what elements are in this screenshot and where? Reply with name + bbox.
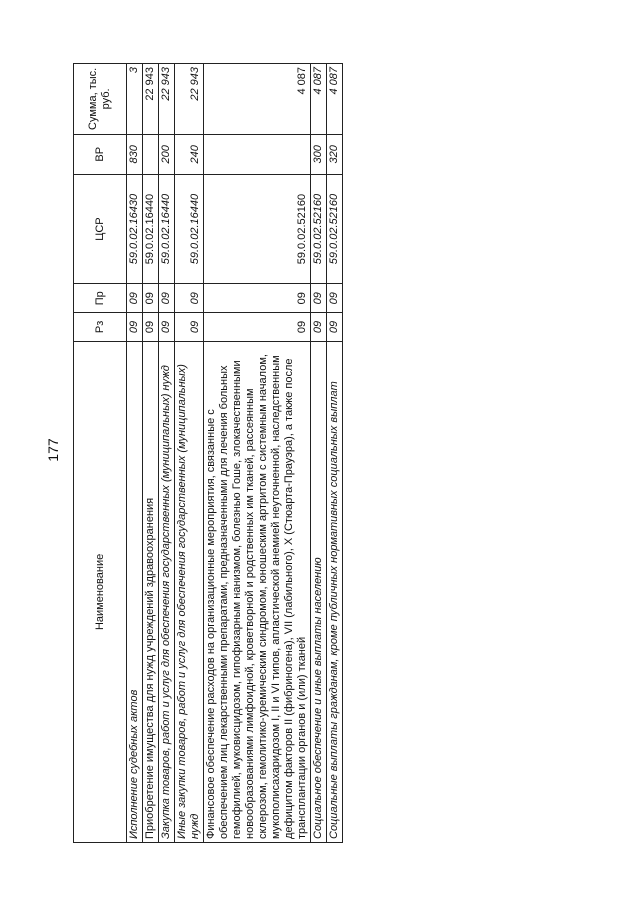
header-row: [74, 64, 127, 843]
header-name: Наименование: [74, 341, 127, 842]
row-csr: 59.0.02.16440: [159, 174, 175, 284]
row-pr: 09: [175, 284, 204, 313]
row-sum: 4 087: [204, 64, 311, 135]
row-pr: 09: [127, 284, 143, 313]
row-pr: 09: [143, 284, 159, 313]
row-vr: 200: [159, 134, 175, 174]
table-row: [175, 64, 204, 843]
budget-table-container: [73, 63, 433, 843]
row-sum: 22 943: [175, 64, 204, 135]
table-row: [127, 64, 143, 843]
row-csr: 59.0.02.16430: [127, 174, 143, 284]
header-rz: Рз: [74, 313, 127, 342]
row-rz: 09: [175, 313, 204, 342]
table-row: [327, 64, 343, 843]
page-number: 177: [45, 438, 61, 462]
row-sum: 22 943: [159, 64, 175, 135]
row-csr: 59.0.02.52160: [204, 174, 311, 284]
row-rz: 09: [204, 313, 311, 342]
row-name: Приобретение имущества для нужд учреждений здравоохранения: [143, 341, 159, 842]
row-rz: 09: [143, 313, 159, 342]
row-name: Закупка товаров, работ и услуг для обеспечения государственных (муниципальных) нужд: [159, 341, 175, 842]
budget-table: [73, 63, 343, 843]
table-row: [204, 64, 311, 843]
table-row: [143, 64, 159, 843]
header-pr: Пр: [74, 284, 127, 313]
row-csr: 59.0.02.16440: [143, 174, 159, 284]
row-vr: [143, 134, 159, 174]
row-pr: 09: [204, 284, 311, 313]
table-row: [159, 64, 175, 843]
row-pr: 09: [327, 284, 343, 313]
table-row: [311, 64, 327, 843]
row-vr: 830: [127, 134, 143, 174]
row-pr: 09: [311, 284, 327, 313]
row-name: Социальные выплаты гражданам, кроме публичных нормативных социальных выплат: [327, 341, 343, 842]
row-rz: 09: [311, 313, 327, 342]
row-pr: 09: [159, 284, 175, 313]
row-csr: 59.0.02.52160: [327, 174, 343, 284]
row-vr: 300: [311, 134, 327, 174]
row-sum: 22 943: [143, 64, 159, 135]
row-name: Финансовое обеспечение расходов на организационные мероприятия, связанные с обеспечением лиц лекарственными препаратами, предназначенными для лечения больных гемофилией, муковисцидозом, гипофизарным нанизмом, болезнью Гоше, злокачественными новообразованиями лимфоидной, кроветворной и родственных им тканей, рассеянным склерозом, гемолитико-уремическим синдромом, юношеским артритом с системным началом, мукополисахаридозом I, II и VI типов, апластической анемией неуточненной, наследственным дефицитом факторов II (фибриногена), VII (лабильного), X (Стюарта-Прауэра), а также после трансплантации органов и (или) тканей: [204, 341, 311, 842]
row-csr: 59.0.02.52160: [311, 174, 327, 284]
row-csr: 59.0.02.16440: [175, 174, 204, 284]
header-csr: ЦСР: [74, 174, 127, 284]
row-vr: 320: [327, 134, 343, 174]
row-sum: 3: [127, 64, 143, 135]
header-vr: ВР: [74, 134, 127, 174]
row-sum: 4 087: [311, 64, 327, 135]
row-name: Иные закупки товаров, работ и услуг для обеспечения государственных (муниципальных) нужд: [175, 341, 204, 842]
row-name: Исполнение судебных актов: [127, 341, 143, 842]
row-name: Социальное обеспечение и иные выплаты населению: [311, 341, 327, 842]
row-sum: 4 087: [327, 64, 343, 135]
row-rz: 09: [327, 313, 343, 342]
row-vr: [204, 134, 311, 174]
row-rz: 09: [127, 313, 143, 342]
row-rz: 09: [159, 313, 175, 342]
header-sum: Сумма, тыс. руб.: [74, 64, 127, 135]
row-vr: 240: [175, 134, 204, 174]
